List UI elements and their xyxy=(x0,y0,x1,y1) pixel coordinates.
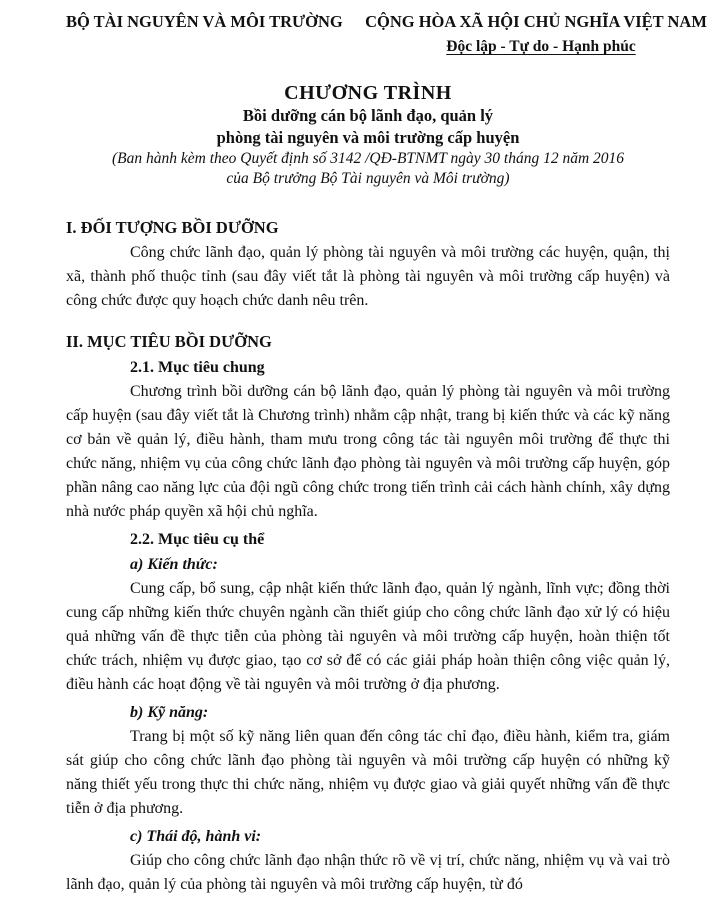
attitude-heading: c) Thái độ, hành vi: xyxy=(130,828,262,845)
section-2-2-heading: 2.2. Mục tiêu cụ thể xyxy=(130,531,265,548)
attitude-paragraph: Giúp cho công chức lãnh đạo nhận thức rõ về vị trí, chức năng, nhiệm vụ và vai trò lãnh đạo, quản lý của phòng tài nguyên và môi trường cấp huyện, từ đó xyxy=(66,852,670,893)
section-1-heading: I. ĐỐI TƯỢNG BỒI DƯỠNG xyxy=(66,218,279,237)
ministry-name: BỘ TÀI NGUYÊN VÀ MÔI TRƯỜNG xyxy=(66,12,343,31)
skills-heading: b) Kỹ năng: xyxy=(130,704,209,721)
section-2-1-paragraph: Chương trình bồi dưỡng cán bộ lãnh đạo, quản lý phòng tài nguyên và môi trường cấp huyện (sau đây viết tắt là Chương trình) nhằm cập nhật, trang bị kiến thức và các kỹ năng cơ bản về quản lý, điều hành, tham mưu trong công tác tài nguyên môi trường để thực thi chức năng, nhiệm vụ của công chức lãnh đạo phòng tài nguyên và môi trường cấp huyện, góp phần nâng cao năng lực của đội ngũ công chức trong tiến trình cải cách hành chính, xây dựng nhà nước pháp quyền xã hội chủ nghĩa. xyxy=(66,383,670,520)
knowledge-heading: a) Kiến thức: xyxy=(130,556,218,573)
nation-name: CỘNG HÒA XÃ HỘI CHỦ NGHĨA VIỆT NAM xyxy=(365,12,707,31)
skills-paragraph: Trang bị một số kỹ năng liên quan đến công tác chỉ đạo, điều hành, kiểm tra, giám sát giúp cho công chức lãnh đạo phòng tài nguyên và môi trường cấp huyện có những kỹ năng thiết yếu trong thực thi chức năng, nhiệm vụ được giao và giải quyết những vấn đề thực tiễn ở địa phương. xyxy=(66,728,670,817)
issuance-note-line-1: (Ban hành kèm theo Quyết định số 3142 /QĐ-BTNMT ngày 30 tháng 12 năm 2016 xyxy=(111,150,625,167)
title-block xyxy=(66,82,670,189)
national-heading xyxy=(346,12,710,56)
document-subtitle-line-1: Bồi dưỡng cán bộ lãnh đạo, quản lý xyxy=(242,106,494,125)
document-subtitle-line-2: phòng tài nguyên và môi trường cấp huyện xyxy=(216,128,520,147)
knowledge-paragraph: Cung cấp, bổ sung, cập nhật kiến thức lãnh đạo, quản lý ngành, lĩnh vực; đồng thời cung cấp những kiến thức chuyên ngành cần thiết giúp cho công chức lãnh đạo xử lý có hiệu quả những vấn đề thực tiễn của phòng tài nguyên và môi trường cấp huyện, hoàn thiện tốt chức trách, nhiệm vụ được giao, tạo cơ sở để có các giải pháp hoàn thiện công việc quản lý, điều hành các hoạt động về tài nguyên và môi trường ở địa phương. xyxy=(66,580,670,693)
national-motto: Độc lập - Tự do - Hạnh phúc xyxy=(446,38,636,55)
section-1-paragraph: Công chức lãnh đạo, quản lý phòng tài nguyên và môi trường các huyện, quận, thị xã, thành phố thuộc tỉnh (sau đây viết tắt là phòng tài nguyên và môi trường cấp huyện) và công chức được quy hoạch chức danh nêu trên. xyxy=(66,244,670,309)
section-2-1-heading: 2.1. Mục tiêu chung xyxy=(130,359,265,376)
section-2-heading: II. MỤC TIÊU BỒI DƯỠNG xyxy=(66,332,272,351)
document-header xyxy=(66,10,707,55)
issuance-note-line-2: của Bộ trưởng Bộ Tài nguyên và Môi trường) xyxy=(226,170,510,187)
document-title: CHƯƠNG TRÌNH xyxy=(284,82,452,104)
